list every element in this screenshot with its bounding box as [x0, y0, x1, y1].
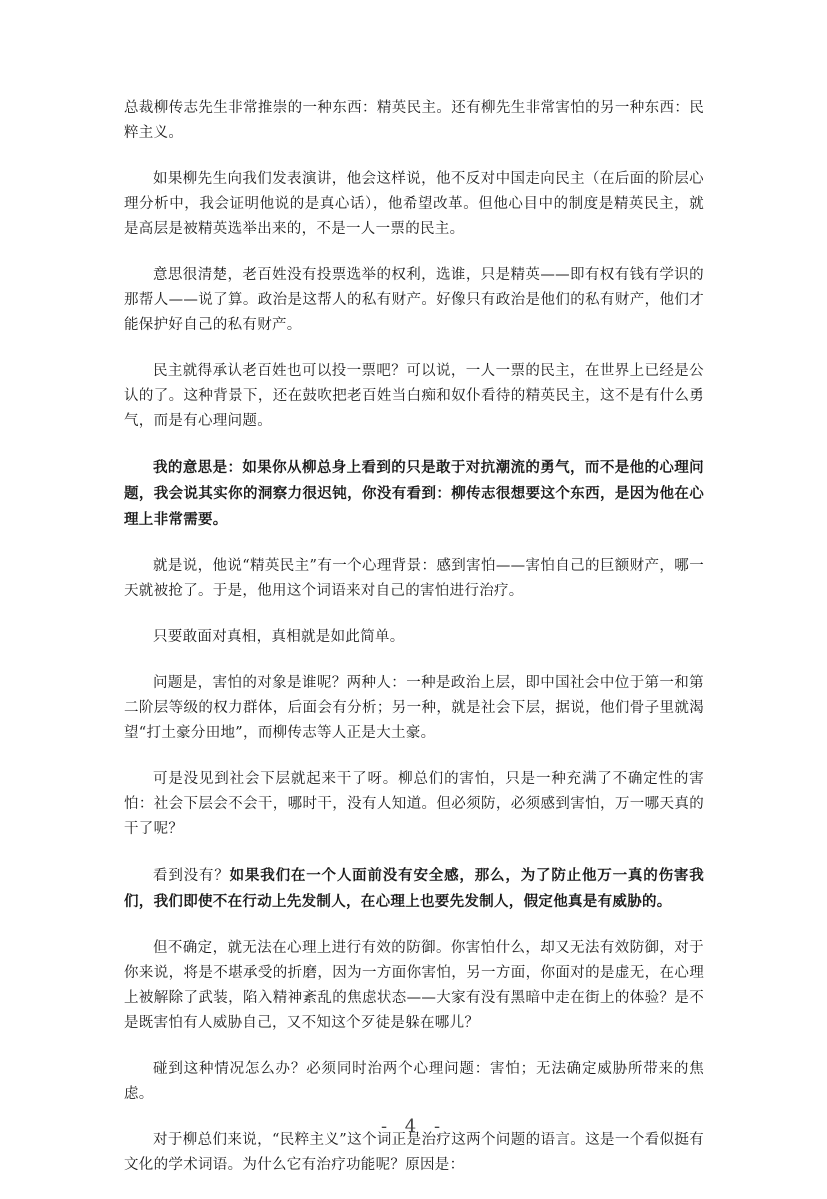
paragraph-8 [124, 671, 704, 746]
paragraph-1 [124, 96, 704, 146]
paragraph-text: 问题是，害怕的对象是谁呢？两种人：一种是政治上层，即中国社会中位于第一和第二阶层等级的权力群体，后面会有分析；另一种，就是社会下层，据说，他们骨子里就渴望“打土豪分田地”，而柳传志等人正是大土豪。 [124, 675, 704, 741]
paragraph-bold-text: 我的意思是：如果你从柳总身上看到的只是敢于对抗潮流的勇气，而不是他的心理问题，我会说其实你的洞察力很迟钝，你没有看到：柳传志很想要这个东西，是因为他在心理上非常需要。 [124, 459, 704, 528]
paragraph-text: 总裁柳传志先生非常推崇的一种东西：精英民主。还有柳先生非常害怕的另一种东西：民粹主义。 [124, 100, 704, 141]
paragraph-12 [124, 1057, 704, 1107]
paragraph-text: 就是说，他说“精英民主”有一个心理背景：感到害怕——害怕自己的巨额财产，哪一天就被抢了。于是，他用这个词语来对自己的害怕进行治疗。 [124, 558, 704, 599]
paragraph-text: 只要敢面对真相，真相就是如此简单。 [153, 629, 405, 645]
paragraph-7 [124, 625, 704, 650]
paragraph-text: 看到没有？ [153, 868, 230, 884]
paragraph-bold-text: 如果我们在一个人面前没有安全感，那么，为了防止他万一真的伤害我们，我们即使不在行动上先发制人，在心理上也要先发制人，假定他真是有威胁的。 [124, 867, 705, 910]
paragraph-text: 意思很清楚，老百姓没有投票选举的权利，选谁，只是精英——即有权有钱有学识的那帮人——说了算。政治是这帮人的私有财产。好像只有政治是他们的私有财产，他们才能保护好自己的私有财产。 [124, 267, 704, 333]
paragraph-text: 如果柳先生向我们发表演讲，他会这样说，他不反对中国走向民主（在后面的阶层心理分析中，我会证明他说的是真心话），他希望改革。但他心目中的制度是精英民主，就是高层是被精英选举出来的，不是一人一票的民主。 [124, 171, 704, 237]
paragraph-11 [124, 936, 704, 1036]
paragraph-9 [124, 767, 704, 842]
paragraph-2 [124, 167, 704, 242]
page-number: - 4 - [380, 1116, 447, 1137]
paragraph-text: 对于柳总们来说，“民粹主义”这个词正是治疗这两个问题的语言。这是一个看似挺有文化的学术词语。为什么它有治疗功能呢？原因是： [124, 1132, 704, 1173]
paragraph-6 [124, 554, 704, 604]
document-body [124, 96, 704, 1199]
paragraph-text: 民主就得承认老百姓也可以投一票吧？可以说，一人一票的民主，在世界上已经是公认的了。这种背景下，还在鼓吹把老百姓当白痴和奴仆看待的精英民主，这不是有什么勇气，而是有心理问题。 [124, 363, 704, 429]
paragraph-10 [124, 863, 704, 915]
paragraph-3 [124, 263, 704, 338]
paragraph-text: 可是没见到社会下层就起来干了呀。柳总们的害怕，只是一种充满了不确定性的害怕：社会下层会不会干，哪时干，没有人知道。但必须防，必须感到害怕，万一哪天真的干了呢？ [124, 771, 704, 837]
paragraph-text: 碰到这种情况怎么办？必须同时治两个心理问题：害怕；无法确定威胁所带来的焦虑。 [124, 1061, 704, 1102]
paragraph-4 [124, 359, 704, 434]
paragraph-5 [124, 455, 704, 533]
paragraph-text: 但不确定，就无法在心理上进行有效的防御。你害怕什么，却又无法有效防御，对于你来说，将是不堪承受的折磨，因为一方面你害怕，另一方面，你面对的是虚无，在心理上被解除了武装，陷入精神紊乱的焦虑状态——大家有没有黑暗中走在街上的体验？是不是既害怕有人威胁自己，又不知这个歹徒是躲在哪儿？ [124, 940, 704, 1031]
